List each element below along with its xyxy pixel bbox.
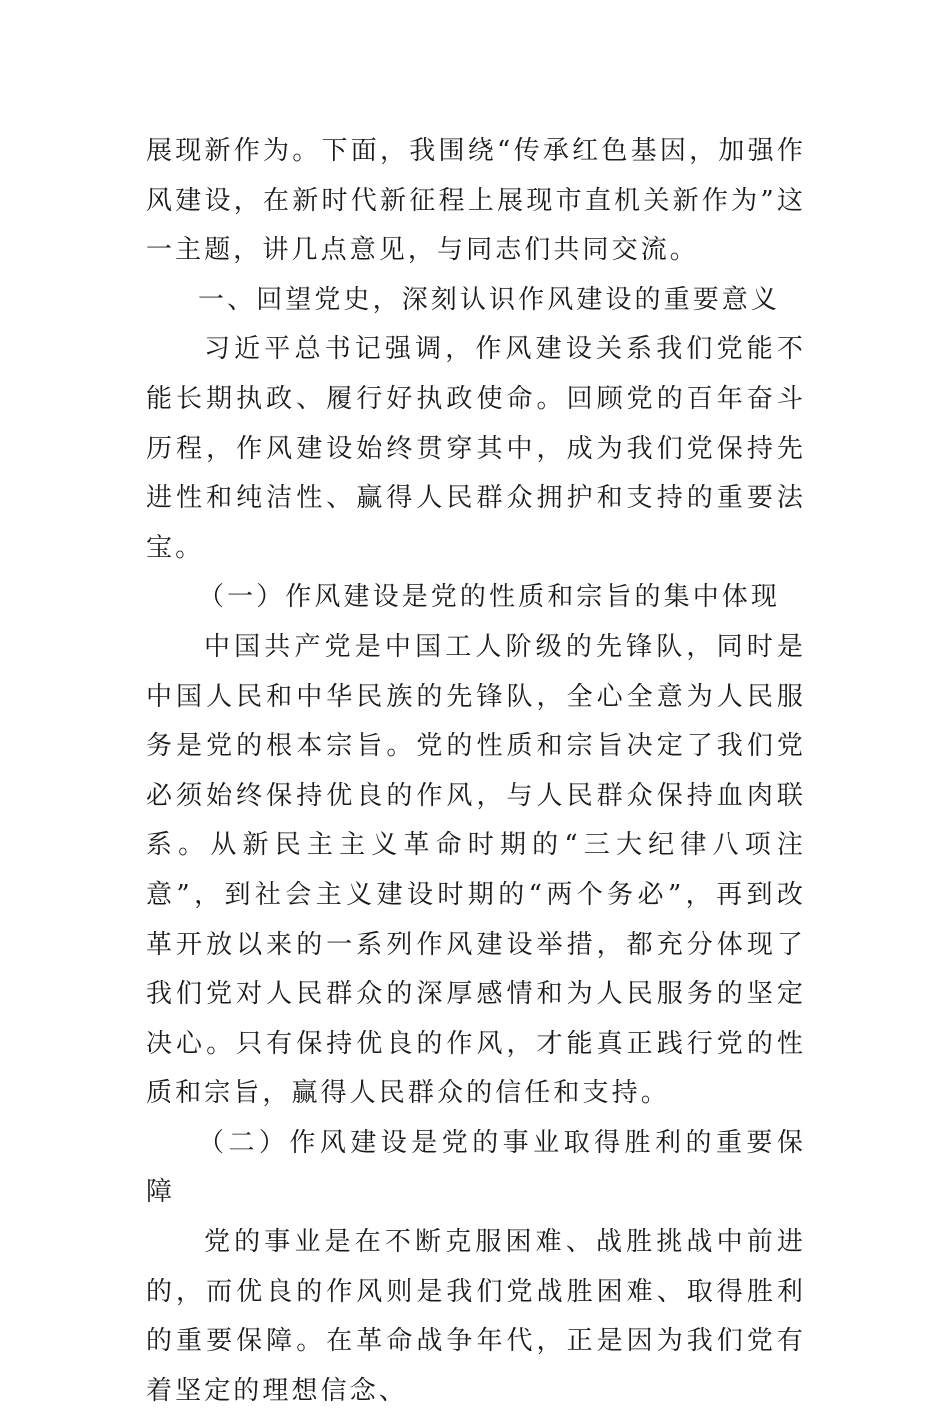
body-paragraph: 习近平总书记强调，作风建设关系我们党能不能长期执政、履行好执政使命。回顾党的百年奋斗历程，作风建设始终贯穿其中，成为我们党保持先进性和纯洁性、赢得人民群众拥护和支持的重要法宝。	[146, 334, 806, 563]
subsection-heading-1: （一）作风建设是党的性质和宗旨的集中体现	[198, 582, 781, 613]
body-paragraph: 党的事业是在不断克服困难、战胜挑战中前进的，而优良的作风则是我们党战胜困难、取得胜利的重要保障。在革命战争年代，正是因为我们党有着坚定的理想信念、	[146, 1227, 806, 1406]
subsection-heading-2: （二）作风建设是党的事业取得胜利的重要保障	[146, 1127, 806, 1208]
document-body	[146, 127, 806, 1416]
body-paragraph: 中国共产党是中国工人阶级的先锋队，同时是中国人民和中华民族的先锋队，全心全意为人民服务是党的根本宗旨。党的性质和宗旨决定了我们党必须始终保持优良的作风，与人民群众保持血肉联系。从新民主主义革命时期的“三大纪律八项注意”，到社会主义建设时期的“两个务必”，再到改革开放以来的一系列作风建设举措，都充分体现了我们党对人民群众的深厚感情和为人民服务的坚定决心。只有保持优良的作风，才能真正践行党的性质和宗旨，赢得人民群众的信任和支持。	[146, 631, 806, 1109]
body-paragraph-continuation: 展现新作为。下面，我围绕“传承红色基因，加强作风建设，在新时代新征程上展现市直机关新作为”这一主题，讲几点意见，与同志们共同交流。	[146, 136, 806, 266]
section-heading-1: 一、回望党史，深刻认识作风建设的重要意义	[198, 284, 781, 315]
